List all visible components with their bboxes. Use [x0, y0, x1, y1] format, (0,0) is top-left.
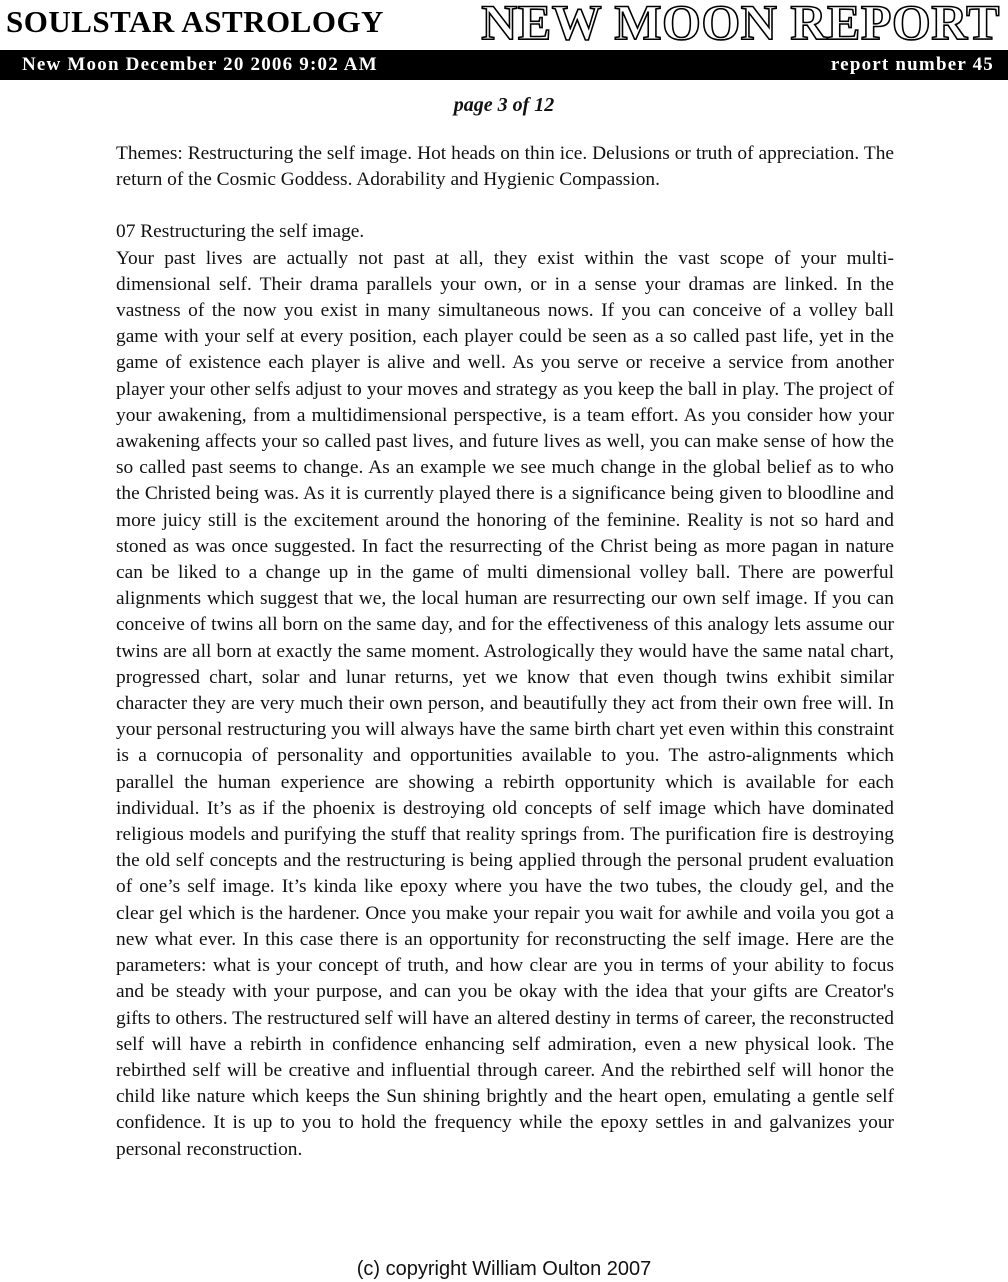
section-title: Restructuring the self image.: [140, 221, 365, 243]
copyright-footer: (c) copyright William Oulton 2007: [356, 1258, 652, 1280]
section-body: Your past lives are actually not past at all, they exist within the vast scope of your multi-dimensional self. Their drama parallels your own, or in a sense your dramas are linked. In the vastness of the now you exist in many simultaneous nows. If you can conceive of a volley ball game with your self at every position, each player could be seen as a so called past life, yet in the game of existence each player is alive and well. As you serve or receive a service from another player your other selfs adjust to your moves and strategy as you keep the ball in play. The project of your awakening, from a multidimensional perspective, is a team effort. As you consider how your awakening affects your so called past lives, and future lives as well, you can make sense of how the so called past seems to change. As an example we see much change in the global belief as to who the Christed being was. As it is currently played there is a significance being given to bloodline and more juicy still is the excitement around the honoring of the feminine. Reality is not so hard and stoned as was once suggested. In fact the resurrecting of the Christ being as more pagan in nature can be liked to a change up in the game of multi dimensional volley ball. There are powerful alignments which suggest that we, the local human are resurrecting our own self image. If you can conceive of twins all born on the same day, and for the effectiveness of this analogy lets assume our twins are all born at exactly the same moment. Astrologically they would have the same natal chart, progressed chart, solar and lunar returns, yet we know that even though twins exhibit similar character they are very much their own person, and beautifully they act from their own free will. In your personal restructuring you will always have the same birth chart yet even within this constraint is a cornucopia of personality and opportunities available to you. The astro-alignments which parallel the human experience are showing a rebirth opportunity which is available for each individual. It’s as if the phoenix is destroying old concepts of self image which have dominated religious models and purifying the stuff that reality springs from. The purification fire is destroying the old self concepts and the restructuring is being applied through the personal prudent evaluation of one’s self image. It’s kinda like epoxy where you have the two tubes, the cloudy gel, and the clear gel which is the hardener. Once you make your repair you wait for awhile and voila you got a new what ever. In this case there is an opportunity for reconstructing the self image. Here are the parameters: what is your concept of truth, and how clear are you in terms of your ability to focus and be steady with your purpose, and can you be okay with the idea that your gifts are Creator's gifts to others. The restructured self will have an altered destiny in terms of career, the reconstructed self will have a rebirth in confidence enhancing self admiration, even a new physical look. The rebirthed self will be creative and influential through career. And the rebirthed self will honor the child like nature which keeps the Sun shining brightly and the heart open, emulating a gentle self confidence. It is up to you to hold the frequency while the epoxy settles in and galvanizes your personal reconstruction.: [116, 247, 894, 1160]
brand-name: SOULSTAR ASTROLOGY: [6, 4, 384, 39]
header-banner: [0, 50, 1008, 80]
page-number: page 3 of 12: [453, 94, 555, 116]
report-number: report number 45: [830, 54, 994, 75]
section-heading: [116, 219, 894, 245]
themes-paragraph: Themes: Restructuring the self image. Hot heads on thin ice. Delusions or truth of appreciation. The return of the Cosmic Goddess. Adorability and Hygienic Compassion.: [116, 143, 894, 191]
section-number: 07: [116, 221, 136, 243]
report-content: [116, 141, 894, 1163]
moon-date: New Moon December 20 2006 9:02 AM: [22, 54, 378, 75]
report-title: NEW MOON REPORT: [481, 0, 1000, 50]
